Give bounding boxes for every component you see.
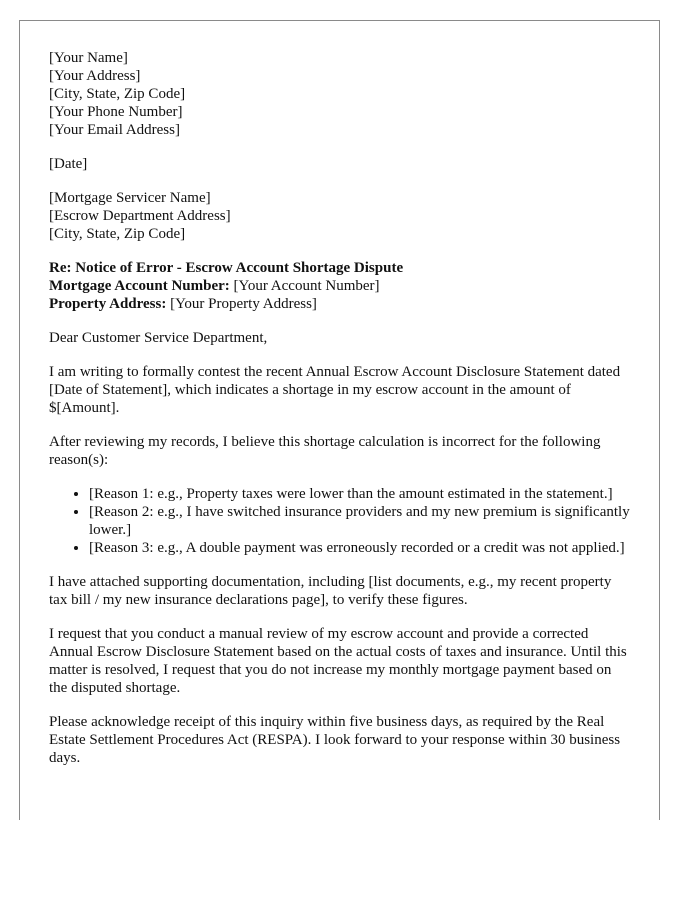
sender-email: [Your Email Address] xyxy=(49,122,180,138)
account-number-line xyxy=(49,277,633,295)
reasons-intro-paragraph: After reviewing my records, I believe this shortage calculation is incorrect for the following reason(s): xyxy=(49,434,601,468)
sender-name: [Your Name] xyxy=(49,50,128,66)
sender-block xyxy=(49,49,633,139)
recipient-address: [Escrow Department Address] xyxy=(49,208,231,224)
letter-page xyxy=(19,20,660,820)
reason-item: • [Reason 3: e.g., A double payment was erroneously recorded or a credit was not applied.] xyxy=(89,539,633,557)
reason-item: • [Reason 2: e.g., I have switched insurance providers and my new premium is significantly lower.] xyxy=(89,503,633,539)
letter-date: [Date] xyxy=(49,156,88,172)
sender-city-state-zip: [City, State, Zip Code] xyxy=(49,86,186,102)
documentation-paragraph: I have attached supporting documentation, including [list documents, e.g., my recent property tax bill / my new insurance declarations page], to verify these figures. xyxy=(49,574,612,608)
property-address-value: [Your Property Address] xyxy=(166,296,317,312)
date-block xyxy=(49,155,633,173)
account-number-label: Mortgage Account Number: xyxy=(49,278,230,294)
sender-phone: [Your Phone Number] xyxy=(49,104,183,120)
account-number-value: [Your Account Number] xyxy=(229,278,380,294)
re-line-text: Re: Notice of Error - Escrow Account Shortage Dispute xyxy=(49,260,404,276)
subject-block xyxy=(49,259,633,313)
acknowledge-paragraph: Please acknowledge receipt of this inquiry within five business days, as required by the Real Estate Settlement Procedures Act (RESPA). I look forward to your response within 30 business days. xyxy=(49,714,621,766)
re-line xyxy=(49,259,633,277)
reasons-list xyxy=(49,485,633,557)
sender-address: [Your Address] xyxy=(49,68,141,84)
reason-item: • [Reason 1: e.g., Property taxes were lower than the amount estimated in the statement.] xyxy=(89,485,633,503)
intro-paragraph: I am writing to formally contest the recent Annual Escrow Account Disclosure Statement dated [Date of Statement], which indicates a shortage in my escrow account in the amount of $[Amount]. xyxy=(49,364,621,416)
request-paragraph: I request that you conduct a manual review of my escrow account and provide a corrected Annual Escrow Disclosure Statement based on the actual costs of taxes and insurance. Until this matter is resolved, I request that you do not increase my monthly mortgage payment based on the disputed shortage. xyxy=(49,626,627,696)
recipient-block xyxy=(49,189,633,243)
recipient-name: [Mortgage Servicer Name] xyxy=(49,190,211,206)
property-address-label: Property Address: xyxy=(49,296,167,312)
letter-content xyxy=(49,49,633,783)
recipient-city-state-zip: [City, State, Zip Code] xyxy=(49,226,186,242)
property-address-line xyxy=(49,295,633,313)
salutation: Dear Customer Service Department, xyxy=(49,330,268,346)
